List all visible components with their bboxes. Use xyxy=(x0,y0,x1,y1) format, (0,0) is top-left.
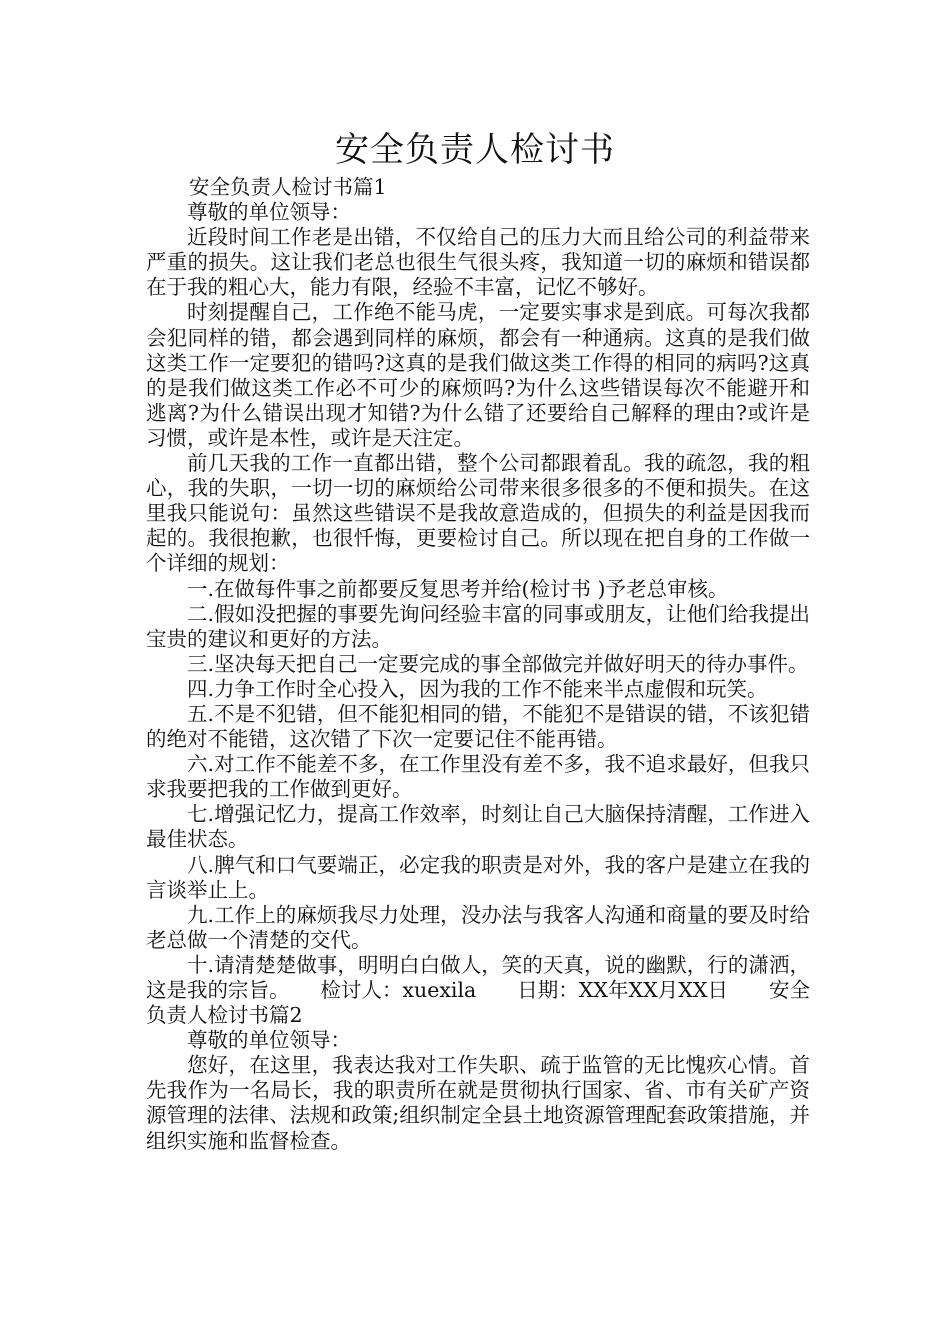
section-heading-1: 安全负责人检讨书篇1 xyxy=(189,175,387,199)
list-item: 二.假如没把握的事要先询问经验丰富的同事或朋友，让他们给我提出宝贵的建议和更好的方法。 xyxy=(146,601,810,651)
list-item: 五.不是不犯错，但不能犯相同的错，不能犯不是错误的错，不该犯错的绝对不能错，这次错了下次一定要记住不能再错。 xyxy=(146,701,810,752)
list-item: 四.力争工作时全心投入，因为我的工作不能来半点虚假和玩笑。 xyxy=(187,676,768,701)
salutation: 尊敬的单位领导： xyxy=(187,200,351,225)
list-item-with-signature: 十.请清楚楚做事，明明白白做人，笑的天真，说的幽默，行的潇洒，这是我的宗旨。 检讨人：xuexila 日期：XX年XX月XX日 安全负责人检讨书篇2 xyxy=(146,952,810,1028)
document-body xyxy=(146,175,810,1154)
paragraph: 近段时间工作老是出错，不仅给自己的压力大而且给公司的利益带来严重的损失。这让我们老总也很生气很头疼，我知道一切的麻烦和错误都在于我的粗心大，能力有限，经验不丰富，记忆不够好。 xyxy=(146,225,810,300)
list-item: 九.工作上的麻烦我尽力处理，没办法与我客人沟通和商量的要及时给老总做一个清楚的交代。 xyxy=(146,902,810,952)
paragraph: 您好，在这里，我表达我对工作失职、疏于监管的无比愧疚心情。首先我作为一名局长，我的职责所在就是贯彻执行国家、省、市有关矿产资源管理的法律、法规和政策;组织制定全县土地资源管理配套政策措施，并组织实施和监督检查。 xyxy=(146,1053,810,1153)
paragraph: 前几天我的工作一直都出错，整个公司都跟着乱。我的疏忽，我的粗心，我的失职，一切一切的麻烦给公司带来很多很多的不便和损失。在这里我只能说句：虽然这些错误不是我故意造成的，但损失的利益是因我而起的。我很抱歉，也很忏悔，更要检讨自己。所以现在把自身的工作做一个详细的规划： xyxy=(146,451,810,576)
document-title: 安全负责人检讨书 xyxy=(335,130,615,170)
list-item: 一.在做每件事之前都要反复思考并给(检讨书 )予老总审核。 xyxy=(187,576,729,601)
list-item: 八.脾气和口气要端正，必定我的职责是对外，我的客户是建立在我的言谈举止上。 xyxy=(146,852,810,902)
list-item: 六.对工作不能差不多，在工作里没有差不多，我不追求最好，但我只求我要把我的工作做到更好。 xyxy=(146,752,810,802)
paragraph: 时刻提醒自己，工作绝不能马虎，一定要实事求是到底。可每次我都会犯同样的错，都会遇到同样的麻烦，都会有一种通病。这真的是我们做这类工作一定要犯的错吗?这真的是我们做这类工作得的相同的病吗?这真的是我们做这类工作必不可少的麻烦吗?为什么这些错误每次不能避开和逃离?为什么错误出现才知错?为什么错了还要给自己解释的理由?或许是习惯，或许是本性，或许是天注定。 xyxy=(146,300,810,450)
list-item: 七.增强记忆力，提高工作效率，时刻让自己大脑保持清醒，工作进入最佳状态。 xyxy=(146,802,810,852)
list-item: 三.坚决每天把自己一定要完成的事全部做完并做好明天的待办事件。 xyxy=(187,651,809,676)
salutation: 尊敬的单位领导： xyxy=(187,1028,351,1053)
